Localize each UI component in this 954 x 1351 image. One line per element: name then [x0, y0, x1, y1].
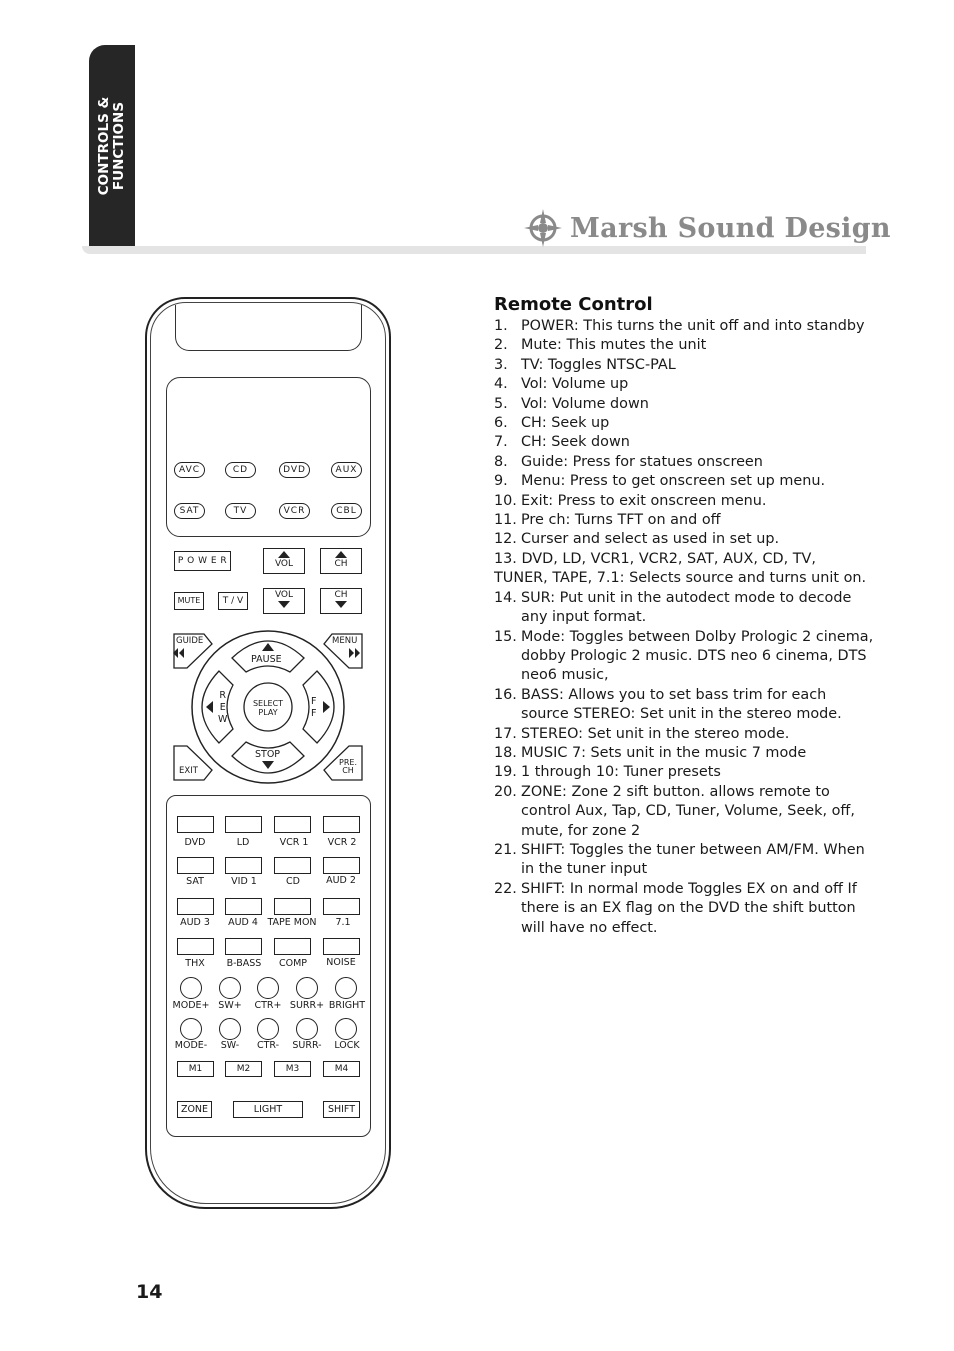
key-label: VCR 1: [279, 837, 309, 848]
lock-key[interactable]: [335, 1018, 357, 1040]
list-item: 11. Pre ch: Turns TFT on and off: [494, 512, 721, 529]
source-aud2-key[interactable]: [323, 857, 360, 874]
key-label: VID 1: [231, 876, 257, 887]
key-label: MODE+: [172, 1000, 210, 1011]
sw-minus-key[interactable]: [219, 1018, 241, 1040]
pre-ch-button[interactable]: PRE. CH: [339, 758, 357, 775]
page-number: 14: [136, 1281, 163, 1303]
list-item: 3. TV: Toggles NTSC-PAL: [494, 356, 676, 373]
b-bass-key[interactable]: [225, 938, 262, 955]
list-item: 21. SHIFT: Toggles the tuner between AM/FM. When in the tuner input: [494, 841, 865, 878]
menu-button[interactable]: MENU: [332, 636, 358, 646]
source-vcr1-key[interactable]: [274, 816, 311, 833]
source-vid1-key[interactable]: [225, 857, 262, 874]
zone-button[interactable]: ZONE: [177, 1101, 212, 1118]
device-dvd-button[interactable]: DVD: [279, 462, 310, 478]
device-vcr-button[interactable]: VCR: [279, 503, 310, 519]
key-label: AUD 3: [180, 917, 210, 928]
key-label: VCR 2: [327, 837, 357, 848]
tv-toggle-button[interactable]: T / V: [218, 592, 248, 610]
thx-key[interactable]: [177, 938, 214, 955]
key-label: 7.1: [335, 917, 351, 928]
brand-name: Marsh Sound Design: [570, 212, 891, 244]
source-7-1-key[interactable]: [323, 898, 360, 915]
shift-button[interactable]: SHIFT: [323, 1101, 360, 1118]
list-item: 7. CH: Seek down: [494, 434, 630, 451]
device-sat-button[interactable]: SAT: [174, 503, 205, 519]
comp-key[interactable]: [274, 938, 311, 955]
list-item: 5. Vol: Volume down: [494, 395, 649, 412]
list-item: 16. BASS: Allows you to set bass trim for each source STEREO: Set unit in the stereo mode.: [494, 686, 842, 723]
sw-plus-key[interactable]: [219, 977, 241, 999]
noise-key[interactable]: [323, 938, 360, 955]
power-button[interactable]: P O W E R: [174, 551, 231, 571]
surr-minus-key[interactable]: [296, 1018, 318, 1040]
key-label: BRIGHT: [328, 1000, 366, 1011]
list-item: 6. CH: Seek up: [494, 415, 610, 432]
key-label: DVD: [184, 837, 206, 848]
key-label: CTR+: [254, 1000, 282, 1011]
list-item: 12. Curser and select as used in set up.: [494, 531, 780, 548]
ctr-plus-key[interactable]: [257, 977, 279, 999]
list-item: 14. SUR: Put unit in the autodect mode to decode any input format.: [494, 589, 852, 626]
source-dvd-key[interactable]: [177, 816, 214, 833]
key-label: CTR-: [256, 1040, 280, 1051]
key-label: B-BASS: [226, 958, 262, 969]
device-cbl-button[interactable]: CBL: [331, 503, 362, 519]
list-item: 4. Vol: Volume up: [494, 376, 629, 393]
section-tab-label: CONTROLS & FUNCTIONS: [96, 96, 127, 196]
key-label: LD: [236, 837, 250, 848]
mute-button[interactable]: MUTE: [174, 592, 204, 610]
ch-up-button[interactable]: CH: [320, 548, 362, 574]
device-cd-button[interactable]: CD: [225, 462, 256, 478]
key-label: SW-: [220, 1040, 240, 1051]
source-tape-mon-key[interactable]: [274, 898, 311, 915]
source-aud4-key[interactable]: [225, 898, 262, 915]
stop-button[interactable]: STOP: [255, 749, 281, 760]
exit-button[interactable]: EXIT: [179, 766, 198, 776]
list-item: 15. Mode: Toggles between Dolby Prologic 2 cinema, dobby Prologic 2 music. DTS neo 6 cinema, DTS neo6 music,: [494, 628, 874, 684]
source-sat-key[interactable]: [177, 857, 214, 874]
mode-plus-key[interactable]: [180, 977, 202, 999]
key-label: MODE-: [174, 1040, 208, 1051]
memory-m2-key[interactable]: M2: [225, 1061, 262, 1077]
vol-down-button[interactable]: VOL: [263, 588, 305, 614]
rewind-button[interactable]: R E W: [218, 690, 228, 725]
list-item: 17. STEREO: Set unit in the stereo mode.: [494, 725, 790, 742]
surr-plus-key[interactable]: [296, 977, 318, 999]
device-avc-button[interactable]: AVC: [174, 462, 205, 478]
key-label: NOISE: [326, 957, 356, 968]
list-item: 1. POWER: This turns the unit off and into standby: [494, 318, 865, 334]
fast-forward-button[interactable]: F F: [311, 696, 317, 719]
vol-up-button[interactable]: VOL: [263, 548, 305, 574]
list-item: 20. ZONE: Zone 2 sift button. allows remote to control Aux, Tap, CD, Tuner, Volume, Seek, off, mute, for zone 2: [494, 783, 855, 839]
list-item: 22. SHIFT: In normal mode Toggles EX on and off If there is an EX flag on the DVD the shift button will have no effect.: [494, 880, 857, 936]
mode-minus-key[interactable]: [180, 1018, 202, 1040]
pause-button[interactable]: PAUSE: [251, 654, 282, 665]
list-item: 13. DVD, LD, VCR1, VCR2, SAT, AUX, CD, TV, TUNER, TAPE, 7.1: Selects source and turns unit on.: [494, 550, 867, 587]
memory-m1-key[interactable]: M1: [177, 1061, 214, 1077]
key-label: AUD 4: [228, 917, 258, 928]
source-ld-key[interactable]: [225, 816, 262, 833]
bright-key[interactable]: [335, 977, 357, 999]
list-item: 8. Guide: Press for statues onscreen: [494, 453, 763, 470]
key-label: THX: [185, 958, 205, 969]
device-tv-button[interactable]: TV: [225, 503, 256, 519]
key-label: SURR+: [289, 1000, 325, 1011]
memory-m4-key[interactable]: M4: [323, 1061, 360, 1077]
list-item: 9. Menu: Press to get onscreen set up menu.: [494, 473, 826, 490]
source-vcr2-key[interactable]: [323, 816, 360, 833]
source-aud3-key[interactable]: [177, 898, 214, 915]
list-item: 19. 1 through 10: Tuner presets: [494, 764, 721, 781]
key-label: SW+: [218, 1000, 242, 1011]
light-button[interactable]: LIGHT: [233, 1101, 303, 1118]
key-label: TAPE MON: [267, 917, 317, 928]
key-label: AUD 2: [326, 875, 356, 886]
guide-button[interactable]: GUIDE: [176, 636, 204, 646]
list-item: 2. Mute: This mutes the unit: [494, 337, 707, 354]
source-cd-key[interactable]: [274, 857, 311, 874]
section-title: Remote Control: [494, 294, 653, 315]
list-item: 18. MUSIC 7: Sets unit in the music 7 mode: [494, 744, 807, 761]
key-label: CD: [286, 876, 300, 887]
memory-m3-key[interactable]: M3: [274, 1061, 311, 1077]
key-label: LOCK: [334, 1040, 360, 1051]
key-label: SURR-: [292, 1040, 322, 1051]
key-label: SAT: [186, 876, 204, 887]
select-play-button[interactable]: SELECT PLAY: [252, 699, 284, 717]
ch-down-button[interactable]: CH: [320, 588, 362, 614]
key-label: COMP: [278, 958, 308, 969]
ctr-minus-key[interactable]: [257, 1018, 279, 1040]
list-item: 10. Exit: Press to exit onscreen menu.: [494, 492, 767, 509]
device-aux-button[interactable]: AUX: [331, 462, 362, 478]
